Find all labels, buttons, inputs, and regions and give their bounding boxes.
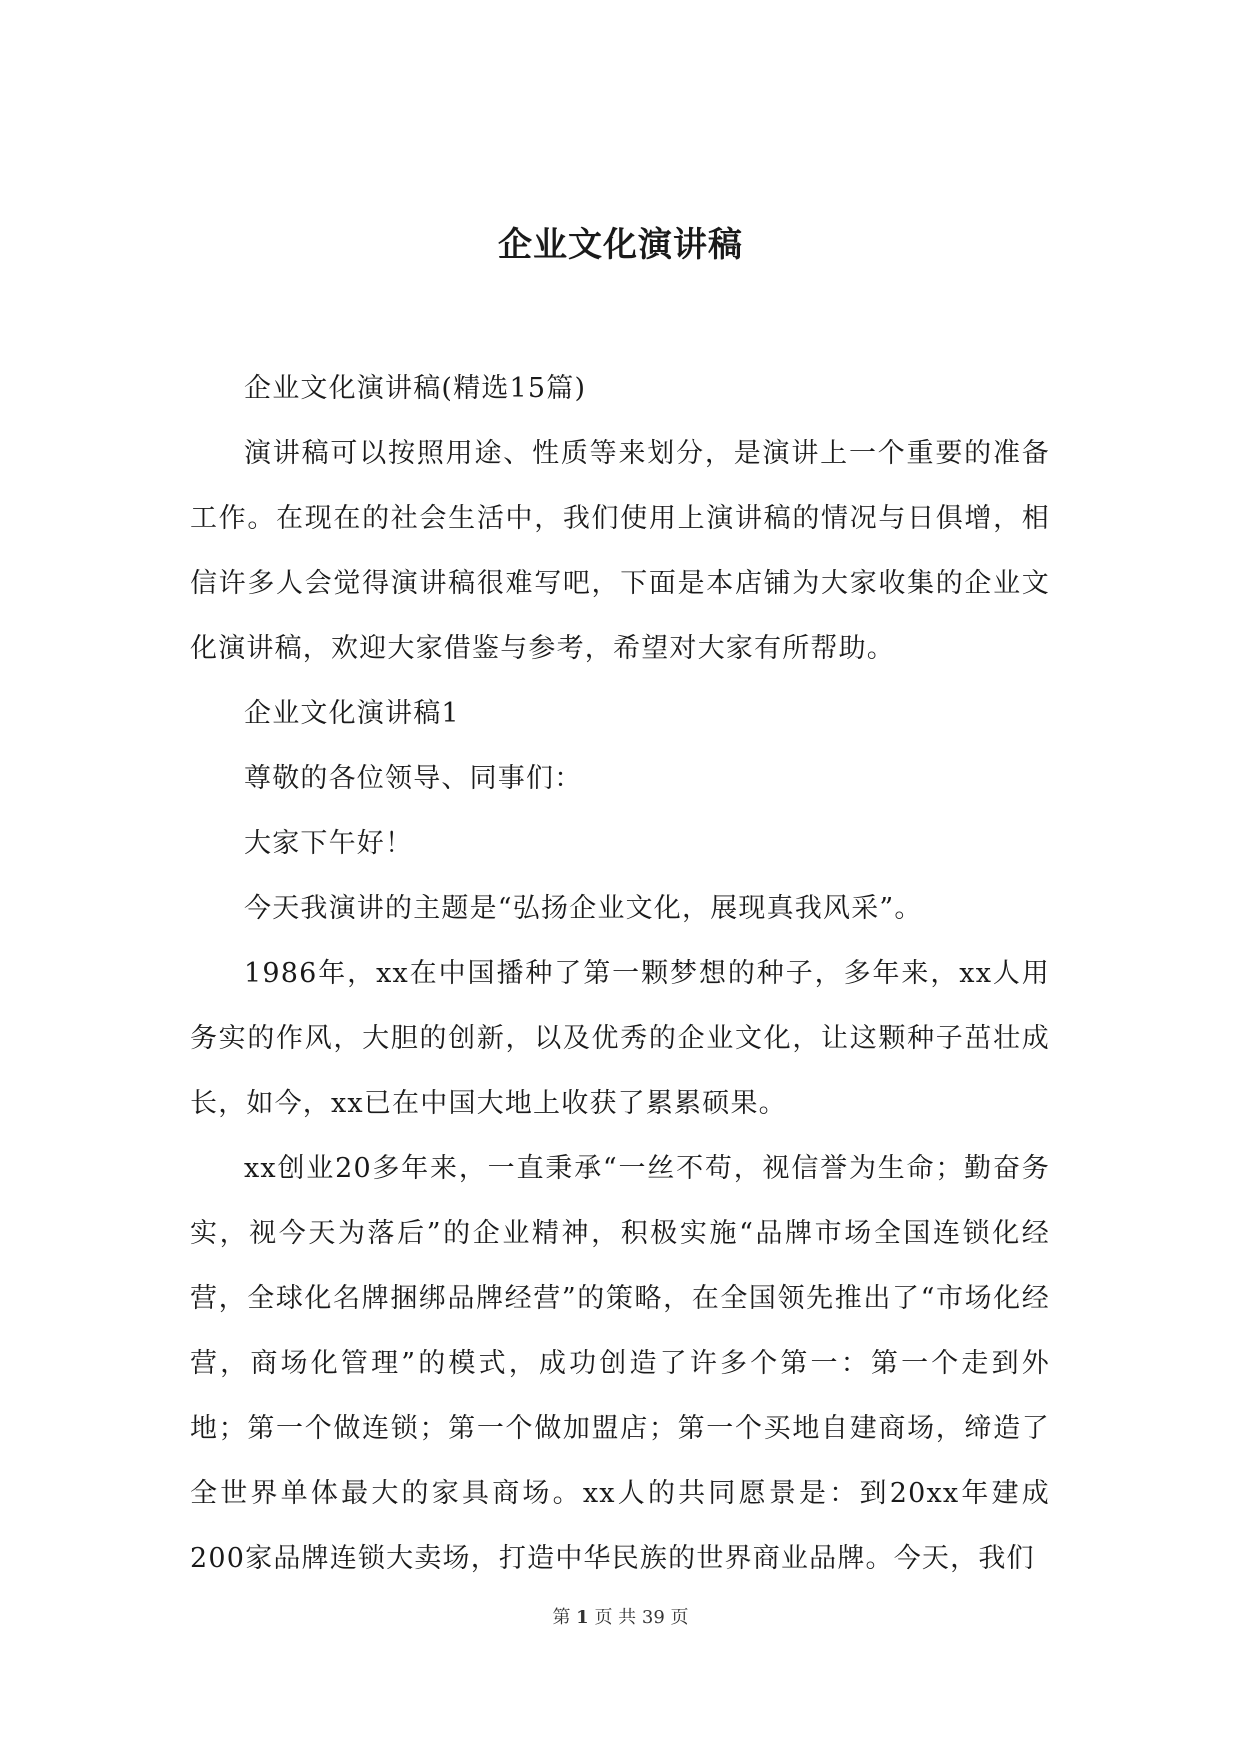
paragraph-section-heading: 企业文化演讲稿1 xyxy=(244,698,460,729)
paragraph-salutation: 尊敬的各位领导、同事们： xyxy=(244,763,583,794)
document-body xyxy=(190,356,1050,1591)
footer-total-pages: 39 xyxy=(641,1607,665,1628)
page-footer xyxy=(0,1606,1241,1630)
footer-current-page: 1 xyxy=(576,1607,589,1628)
paragraph-enterprise-spirit: xx创业20多年来，一直秉承“一丝不苟，视信誉为生命；勤奋务实，视今天为落后”的企业精神，积极实施“品牌市场全国连锁化经营，全球化名牌捆绑品牌经营”的策略，在全国领先推出了“市场化经营，商场化管理”的模式，成功创造了许多个第一：第一个走到外地；第一个做连锁；第一个做加盟店；第一个买地自建商场，缔造了全世界单体最大的家具商场。xx人的共同愿景是：到20xx年建成200家品牌连锁大卖场，打造中华民族的世界商业品牌。今天，我们 xyxy=(190,1153,1050,1574)
footer-middle: 页 共 xyxy=(594,1607,637,1628)
footer-prefix: 第 xyxy=(552,1607,571,1628)
paragraph-greeting: 大家下午好！ xyxy=(244,828,414,859)
paragraph-subtitle: 企业文化演讲稿(精选15篇) xyxy=(244,373,587,404)
paragraph-history: 1986年，xx在中国播种了第一颗梦想的种子，多年来，xx人用务实的作风，大胆的创新，以及优秀的企业文化，让这颗种子茁壮成长，如今，xx已在中国大地上收获了累累硕果。 xyxy=(190,958,1050,1119)
footer-suffix: 页 xyxy=(670,1607,689,1628)
document-title: 企业文化演讲稿 xyxy=(498,225,743,265)
paragraph-topic: 今天我演讲的主题是“弘扬企业文化，展现真我风采”。 xyxy=(244,893,923,924)
paragraph-intro: 演讲稿可以按照用途、性质等来划分，是演讲上一个重要的准备工作。在现在的社会生活中，我们使用上演讲稿的情况与日俱增，相信许多人会觉得演讲稿很难写吧，下面是本店铺为大家收集的企业文化演讲稿，欢迎大家借鉴与参考，希望对大家有所帮助。 xyxy=(190,438,1050,664)
